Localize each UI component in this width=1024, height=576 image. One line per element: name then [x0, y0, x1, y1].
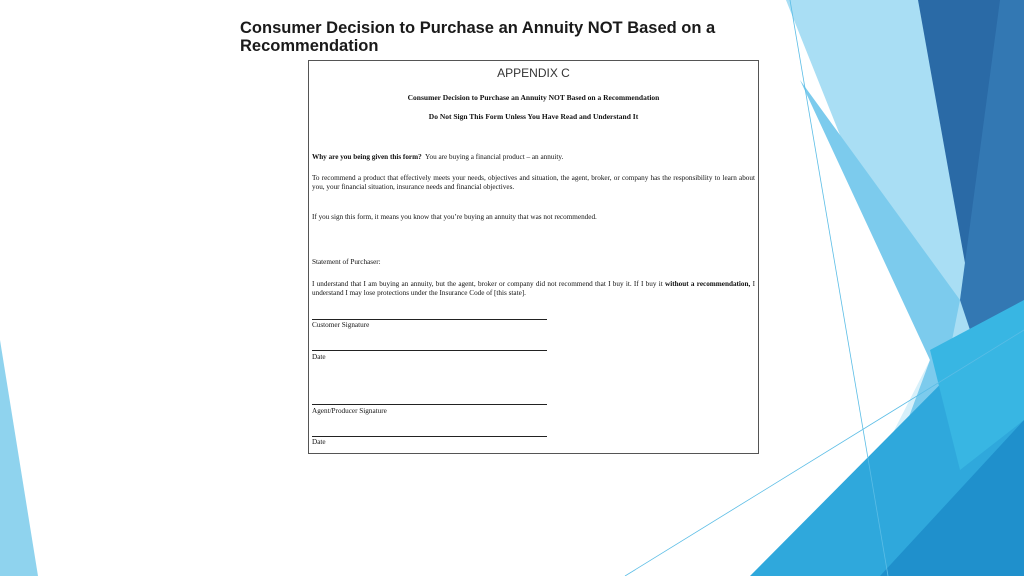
statement-bold: without a recommendation,: [665, 280, 751, 288]
why-paragraph: [312, 153, 755, 162]
agent-signature-line: [312, 404, 547, 405]
appendix-label: APPENDIX C: [497, 66, 570, 80]
statement-heading: Statement of Purchaser:: [312, 258, 381, 266]
date-line-1: [312, 350, 547, 351]
why-answer: You are buying a financial product – an annuity.: [425, 153, 564, 161]
customer-signature-label: Customer Signature: [312, 321, 370, 329]
date-line-2: [312, 436, 547, 437]
customer-signature-line: [312, 319, 547, 320]
statement-text-2: I understand I may lose protections under the Insurance Code of [this state].: [312, 280, 756, 297]
left-blue-accent: [0, 340, 38, 576]
agent-signature-label: Agent/Producer Signature: [312, 407, 387, 415]
slide-title: Consumer Decision to Purchase an Annuity NOT Based on a Recommendation: [240, 19, 716, 55]
appendix-form-image: [308, 60, 759, 454]
sign-paragraph: If you sign this form, it means you know that you’re buying an annuity that was not recommended.: [312, 213, 597, 221]
date-label-1: Date: [312, 353, 326, 361]
form-subtitle: Do Not Sign This Form Unless You Have Read and Understand It: [428, 112, 639, 121]
why-question: Why are you being given this form?: [312, 153, 422, 161]
recommend-paragraph: To recommend a product that effectively meets your needs, objectives and situation, the agent, broker, or company has the responsibility to learn about you, your financial situation, insurance needs and financial objectives.: [312, 174, 755, 191]
date-label-2: Date: [312, 438, 326, 446]
form-title: Consumer Decision to Purchase an Annuity NOT Based on a Recommendation: [407, 93, 660, 102]
statement-paragraph: [312, 280, 755, 298]
statement-text-1: I understand that I am buying an annuity, but the agent, broker or company did not recommend that I buy it. If I buy it: [312, 280, 663, 288]
